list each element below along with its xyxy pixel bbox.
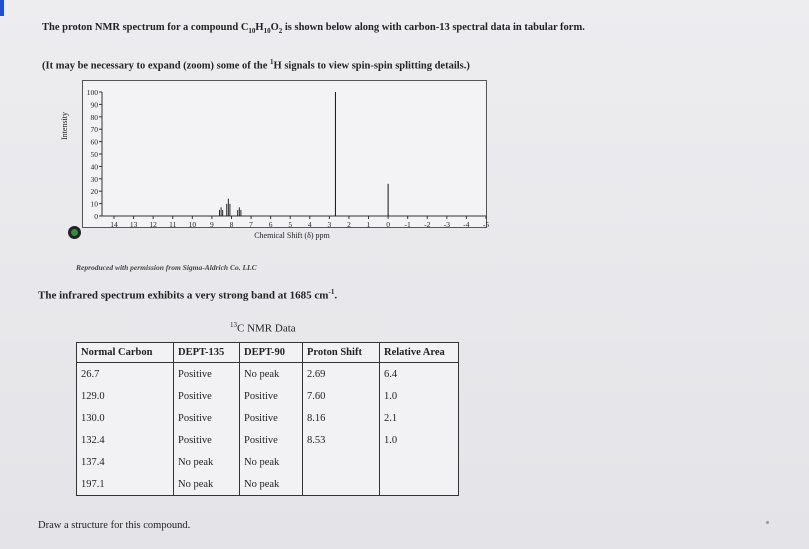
header-relative-area: Relative Area [380,343,459,363]
x-tick-label: 11 [169,220,177,229]
formula-o: O [270,22,279,33]
spectrum-y-label: Intensity [60,112,69,140]
x-tick-label: -5 [482,220,490,229]
table-cell [380,451,459,473]
x-tick-label: 9 [210,220,214,229]
y-tick-label: 100 [86,88,98,97]
x-tick-label: 3 [327,220,332,229]
permission-caption: Reproduced with permission from Sigma-Aldrich Co. LLC [76,263,257,272]
table-cell: Positive [240,407,303,429]
zoom-button[interactable] [68,226,81,239]
table-cell: Positive [174,363,240,386]
window-edge-marker [0,0,4,16]
y-tick-label: 50 [90,150,98,159]
table-cell: 137.4 [77,451,174,473]
table-cell: 129.0 [77,385,174,407]
intro-text-end: is shown below along with carbon-13 spectral data in tabular form. [282,22,585,33]
ir-statement [38,288,337,302]
x-tick-label: -2 [424,220,431,229]
table-cell: No peak [174,451,240,473]
table-row [77,407,459,429]
table-header-row [77,343,459,363]
x-tick-label: -3 [443,220,450,229]
x-tick-label: 2 [347,220,351,229]
x-tick-label: 4 [307,220,312,229]
note-text-end: H signals to view spin-spin splitting details.) [273,60,470,72]
stray-dot [766,521,769,524]
table-title [230,321,296,335]
y-tick-label: 20 [90,187,98,197]
table-cell: 130.0 [77,407,174,429]
y-tick-label: 10 [90,199,98,209]
x-tick-label: -4 [463,220,470,229]
x-tick-label: 1 [366,220,371,229]
table-cell: Positive [174,385,240,407]
x-tick-label: 14 [110,220,118,229]
table-cell: No peak [240,363,303,386]
formula-sub: 10 [248,27,256,36]
x-tick-label: 6 [268,220,273,229]
y-tick-label: 40 [90,162,98,172]
y-tick-label: 90 [90,100,98,110]
x-tick-label: 13 [129,220,138,229]
table-cell: Positive [240,385,303,407]
table-cell: No peak [174,473,240,496]
table-cell: 7.60 [303,385,380,407]
header-proton-shift: Proton Shift [303,343,380,363]
x-tick-label: 8 [229,220,234,229]
table-cell: 2.69 [303,363,380,386]
table-title-text: C NMR Data [237,322,296,335]
nmr-spectrum [82,80,488,250]
x-tick-label: 10 [188,220,197,229]
table-cell: Positive [240,429,303,451]
draw-prompt: Draw a structure for this compound. [38,520,191,531]
table-cell: Positive [174,407,240,429]
x-tick-label: 7 [249,220,253,229]
question-intro [42,22,585,35]
ir-sup: -1 [328,288,335,296]
y-tick-label: 0 [94,212,98,221]
table-cell: 2.1 [380,407,459,429]
x-axis-label: Chemical Shift (δ) ppm [254,231,330,240]
table-cell: 26.7 [77,363,174,386]
formula-h: H [255,22,264,33]
table-cell: 132.4 [77,429,174,451]
y-tick-label: 70 [90,125,98,135]
zoom-note [42,58,470,72]
header-dept135: DEPT-135 [174,343,240,363]
y-tick-label: 30 [90,174,98,184]
y-tick-label: 80 [90,112,98,122]
table-row [77,451,459,473]
table-cell: Positive [174,429,240,451]
table-row [77,385,459,407]
note-text: (It may be necessary to expand (zoom) some of the [42,60,271,72]
table-row [77,473,459,496]
note-sup: 1 [270,58,274,66]
intro-text: The proton NMR spectrum for a compound C [42,22,249,33]
table-cell: 1.0 [380,385,459,407]
table-cell: No peak [240,451,303,473]
formula-sub: 2 [278,27,283,36]
formula-sub: 10 [263,27,271,36]
table-cell [303,451,380,473]
y-tick-label: 60 [90,137,98,147]
table-cell: No peak [240,473,303,496]
c13-nmr-table [76,342,459,496]
x-tick-label: 0 [386,220,390,229]
table-cell: 6.4 [380,363,459,386]
table-row [77,429,459,451]
table-cell [303,473,380,496]
header-dept90: DEPT-90 [240,343,303,363]
x-tick-label: 5 [288,220,293,229]
ir-end: . [334,289,338,302]
ir-text: The infrared spectrum exhibits a very strong band at 1685 cm [38,289,329,302]
x-tick-label: -1 [404,220,411,229]
table-row [77,363,459,386]
header-normal-carbon: Normal Carbon [77,343,174,363]
table-cell: 197.1 [77,473,174,496]
table-cell: 8.16 [303,407,380,429]
table-title-sup: 13 [230,321,237,329]
spectrum-frame [83,81,490,229]
table-cell: 8.53 [303,429,380,451]
x-tick-label: 12 [149,220,157,229]
table-cell: 1.0 [380,429,459,451]
table-cell [380,473,459,496]
